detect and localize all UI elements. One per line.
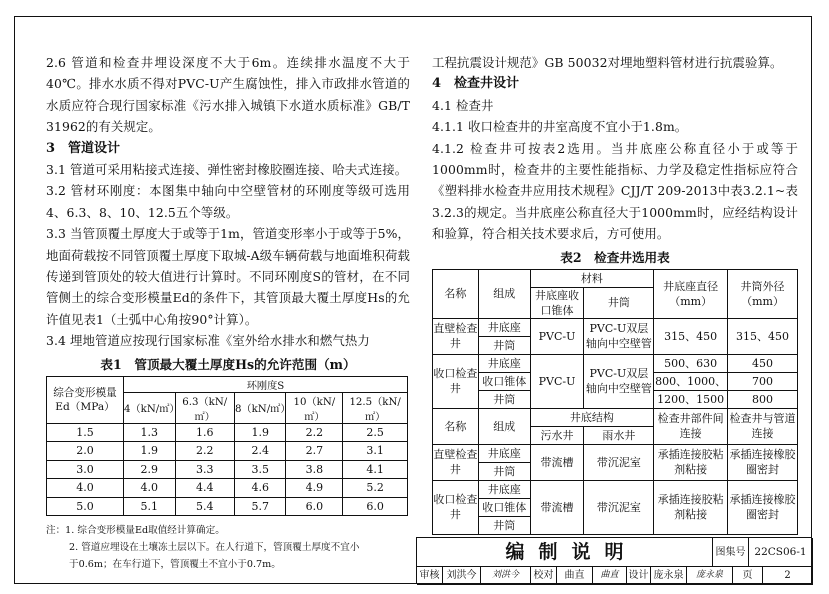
table1-ed-header-line2: Ed（MPa）	[55, 400, 115, 413]
table1-cell: 2.7	[286, 442, 343, 461]
table2-header-row	[433, 408, 798, 426]
title-block	[416, 537, 812, 584]
table1-ed-cell: 3.0	[47, 460, 124, 479]
paragraph-3-4-continued: 工程抗震设计规范》GB 50032对埋地塑料管材进行抗震验算。	[432, 55, 783, 70]
designer-name: 庞永泉	[651, 567, 687, 585]
heading-3	[46, 138, 410, 159]
note-1: 注：1. 综合变形模量Ed取值经计算确定。	[46, 525, 225, 537]
paragraph-3-2: 3.2 管材环刚度：本图集中轴向中空壁管材的环刚度等级可选用4、6.3、8、10、12.5五个等级。	[46, 183, 410, 220]
checker-signature: 曲直	[593, 567, 627, 585]
table2-straight-diameter: 315、450	[654, 318, 728, 354]
table2-material-header: 材料	[530, 269, 654, 287]
table1-stiffness-header: 10（kN/㎡）	[286, 392, 343, 423]
table1-cell: 3.1	[343, 442, 408, 461]
table2-header-row	[433, 269, 798, 287]
table1-cell: 4.1	[343, 460, 408, 479]
note-2-line-2: 于0.6m；在车行道下，管顶覆土不宜小于0.7m。	[69, 559, 281, 571]
table2-comp-shaft: 井筒	[478, 462, 530, 480]
table1-cell: 4.0	[124, 479, 176, 498]
table1-stiffness-header: 4（kN/㎡）	[124, 392, 176, 423]
table2-cone-diameter: 1200、1500	[654, 390, 728, 408]
table1-cell: 5.7	[234, 497, 286, 516]
table2-outer-header: 井筒外径（mm）	[728, 269, 798, 318]
table1-ed-cell: 4.0	[47, 479, 124, 498]
sheet-title: 编制说明	[417, 538, 713, 567]
reviewer-signature: 刘洪今	[481, 567, 531, 585]
atlas-number: 22CS06-1	[749, 538, 813, 567]
table2-comp-cone: 收口锥体	[478, 498, 530, 516]
table-row	[433, 354, 798, 372]
heading-3-text: 管道设计	[68, 140, 121, 156]
table1-stiffness-header: 8（kN/㎡）	[234, 392, 286, 423]
checker-name: 曲直	[557, 567, 593, 585]
design-label: 设计	[627, 567, 651, 585]
table2-straight-outer: 315、450	[728, 318, 798, 354]
table2-conn-pipe-value: 承插连接橡胶圈密封	[728, 480, 798, 534]
table2-conn-shaft-value: 承插连接胶粘剂粘接	[654, 444, 728, 480]
table1-cell: 5.4	[175, 497, 234, 516]
table2-comp-header: 组成	[478, 408, 530, 444]
page-label: 页	[733, 567, 763, 585]
table2-conn-shaft-value: 承插连接胶粘剂粘接	[654, 480, 728, 534]
table-row	[47, 497, 408, 516]
check-label: 校对	[531, 567, 557, 585]
designer-signature: 庞永泉	[687, 567, 733, 585]
table2-cone-outer: 800	[728, 390, 798, 408]
table-row	[47, 479, 408, 498]
table2-shaft-material: PVC-U双层轴向中空壁管	[584, 318, 654, 354]
table2-diameter-header: 井底座直径（mm）	[654, 269, 728, 318]
table2-mat-base-header: 井底座收口锥体	[530, 287, 584, 318]
table1-ed-header-line1: 综合变形模量	[53, 386, 117, 399]
table2-comp-base: 井底座	[478, 318, 530, 336]
table1-stiffness-header: 6.3（kN/㎡）	[175, 392, 234, 423]
table-row	[47, 460, 408, 479]
left-column	[46, 52, 410, 573]
paragraph-3-3: 3.3 当管顶覆土厚度大于或等于1m，管道变形率小于或等于5%，地面荷载按不同管顶覆土厚度下取城-A级车辆荷载与地面堆积荷载传递到管顶处的较大值进行计算时。不同环刚度S的管材，在不同管侧土的综合变形模量Ed的条件下，其管顶最大覆土厚度Hs的允许值见表1（土弧中心角按90°计算）。	[46, 226, 410, 327]
table2-comp-base: 井底座	[478, 480, 530, 498]
heading-3-number: 3	[46, 140, 56, 156]
table2-cone-diameter: 500、630	[654, 354, 728, 372]
table1-notes	[46, 522, 410, 573]
table1-cell: 2.9	[124, 460, 176, 479]
table2-structure-header: 井底结构	[530, 408, 654, 426]
table2-conn-shaft-header: 检查井部件间连接	[654, 408, 728, 444]
table2-comp-shaft: 井筒	[478, 390, 530, 408]
table1-caption: 表1 管顶最大覆土厚度Hs的允许范围（m）	[100, 356, 356, 372]
paragraph-3-1: 3.1 管道可采用粘接式连接、弹性密封橡胶圈连接、哈夫式连接。	[46, 162, 408, 178]
table-row	[433, 480, 798, 498]
table2-cone-name: 收口检查井	[433, 480, 479, 534]
table1-cell: 5.1	[124, 497, 176, 516]
page-number: 2	[763, 567, 813, 585]
paragraph-2-6: 2.6 管道和检查井埋设深度不大于6m。连续排水温度不大于40℃。排水水质不得对PVC-U产生腐蚀性，排入市政排水管道的水质应符合现行国家标准《污水排入城镇下水道水质标准》GB/T 31962的有关规定。	[46, 55, 410, 135]
paragraph-4-1-2: 4.1.2 检查井可按表2选用。当井底座公称直径小于或等于1000mm时，检查井的主要性能指标、力学及稳定性指标应符合《塑料排水检查井应用技术规程》CJJ/T 209-2013中表3.2.1~表3.2.3的规定。当井底座公称直径大于1000mm时，应经结构设计和验算，符合相关技术要求后，方可使用。	[432, 140, 798, 242]
table2-sewage-header: 污水井	[530, 426, 584, 444]
table2-mat-shaft-header: 井筒	[584, 287, 654, 318]
table1-cell: 2.2	[286, 423, 343, 442]
table1-cell: 1.9	[124, 442, 176, 461]
table2	[432, 269, 798, 535]
paragraph-4-1-1: 4.1.1 收口检查井的井室高度不宜小于1.8m。	[432, 119, 688, 135]
table2-cone-outer: 700	[728, 372, 798, 390]
table1-ed-cell: 5.0	[47, 497, 124, 516]
paragraph-3-4: 3.4 埋地管道应按现行国家标准《室外给水排水和燃气热力	[46, 333, 370, 349]
heading-4	[432, 73, 798, 94]
table1-cell: 1.6	[175, 423, 234, 442]
table-row	[47, 423, 408, 442]
table2-shaft-material: PVC-U双层轴向中空壁管	[584, 354, 654, 408]
atlas-number-label: 图集号	[713, 538, 749, 567]
table2-caption: 表2 检查井选用表	[560, 249, 670, 265]
table-row	[433, 318, 798, 336]
table1-cell: 3.3	[175, 460, 234, 479]
table1-cell: 2.2	[175, 442, 234, 461]
table2-rain-header: 雨水井	[584, 426, 654, 444]
reviewer-name: 刘洪今	[443, 567, 481, 585]
table-row	[433, 444, 798, 462]
table2-name-header: 名称	[433, 269, 479, 318]
table2-comp-header: 组成	[478, 269, 530, 318]
table2-cone-outer: 450	[728, 354, 798, 372]
table2-comp-cone: 收口锥体	[478, 372, 530, 390]
table1-cell: 4.9	[286, 479, 343, 498]
table1-ed-header	[47, 376, 124, 423]
table2-cone-name: 收口检查井	[433, 354, 479, 408]
table2-pvc: PVC-U	[530, 354, 584, 408]
heading-4-text: 检查井设计	[454, 76, 520, 92]
table2-comp-shaft: 井筒	[478, 336, 530, 354]
table2-straight-name: 直壁检查井	[433, 444, 479, 480]
table1-cell: 1.9	[234, 423, 286, 442]
review-label: 审核	[417, 567, 443, 585]
table2-conn-pipe-header: 检查井与管道连接	[728, 408, 798, 444]
table1-stiffness-header: 12.5（kN/㎡）	[343, 392, 408, 423]
table2-rain-value: 带沉泥室	[584, 444, 654, 480]
table1-cell: 3.8	[286, 460, 343, 479]
table1-header-row	[47, 376, 408, 392]
table-row	[47, 442, 408, 461]
table2-cone-diameter: 800、1000、	[654, 372, 728, 390]
table1-cell: 4.6	[234, 479, 286, 498]
table1-cell: 2.4	[234, 442, 286, 461]
table2-straight-name: 直壁检查井	[433, 318, 479, 354]
table2-comp-base: 井底座	[478, 444, 530, 462]
table1-cell: 6.0	[343, 497, 408, 516]
table1-cell: 4.4	[175, 479, 234, 498]
table1	[46, 376, 408, 517]
table2-comp-base: 井底座	[478, 354, 530, 372]
table1-stiffness-group-header: 环刚度S	[124, 376, 408, 392]
table1-ed-cell: 1.5	[47, 423, 124, 442]
table1-ed-cell: 2.0	[47, 442, 124, 461]
table2-sewage-value: 带流槽	[530, 480, 584, 534]
table1-cell: 6.0	[286, 497, 343, 516]
table2-rain-value: 带沉泥室	[584, 480, 654, 534]
heading-4-number: 4	[432, 76, 442, 92]
table1-cell: 5.2	[343, 479, 408, 498]
table1-cell: 2.5	[343, 423, 408, 442]
table1-cell: 3.5	[234, 460, 286, 479]
table2-name-header: 名称	[433, 408, 479, 444]
table1-cell: 1.3	[124, 423, 176, 442]
table2-comp-shaft: 井筒	[478, 516, 530, 534]
table2-conn-pipe-value: 承插连接橡胶圈密封	[728, 444, 798, 480]
table2-pvc: PVC-U	[530, 318, 584, 354]
note-2-line-1: 2. 管道应埋设在土壤冻土层以下。在人行道下，管顶覆土厚度不宜小	[69, 542, 360, 554]
table2-sewage-value: 带流槽	[530, 444, 584, 480]
right-column	[432, 52, 798, 535]
heading-4-1: 4.1 检查井	[432, 97, 494, 113]
